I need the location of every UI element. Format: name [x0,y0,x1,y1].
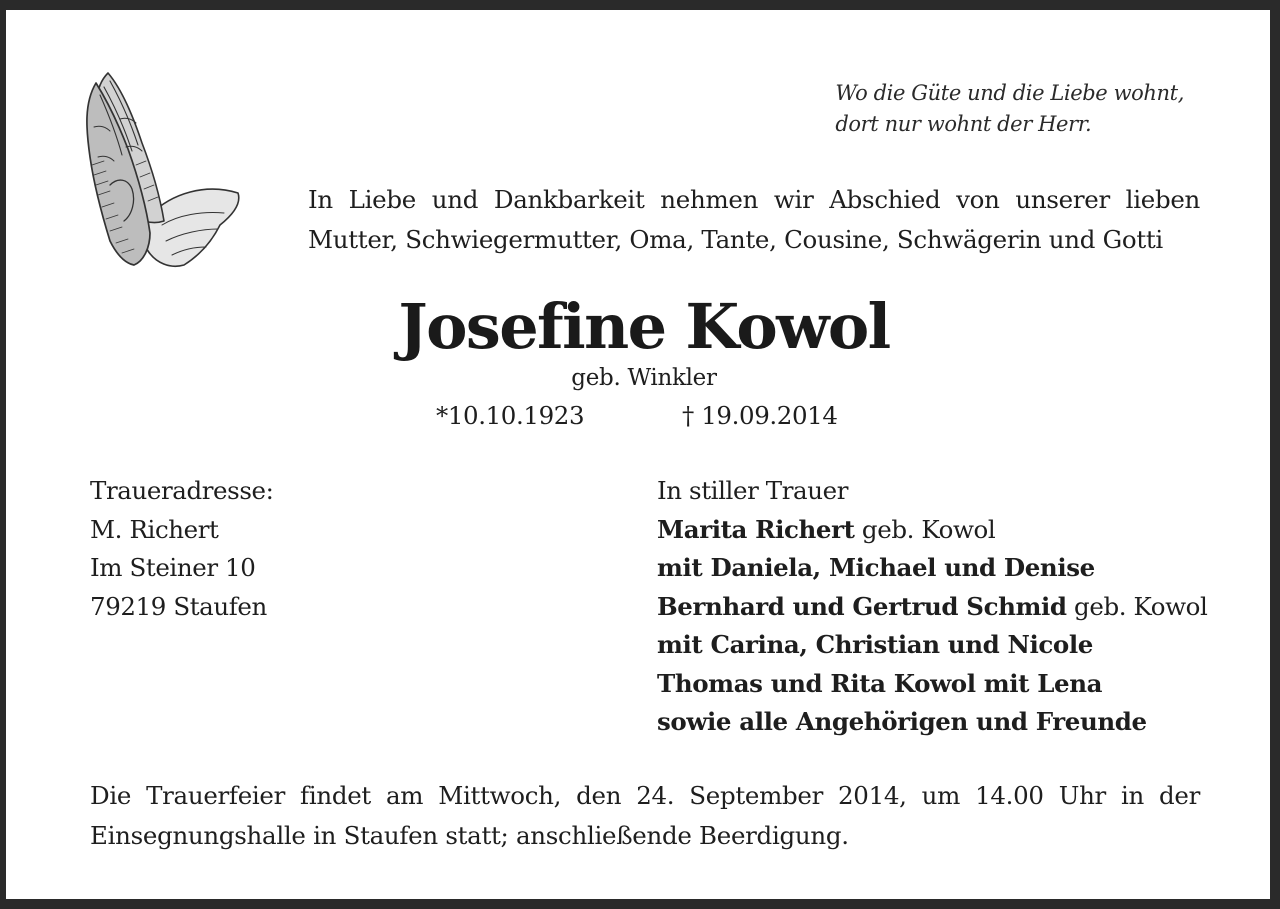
deceased-name: Josefine Kowol [398,290,890,363]
mourner-name: Thomas und Rita Kowol mit Lena [657,668,1103,698]
birth-date: *10.10.1923 [436,401,585,430]
mourner-name: Bernhard und Gertrud Schmid [657,591,1067,621]
birth-name: geb. Winkler [571,365,717,391]
mourner-row [657,549,1207,588]
mourning-address [90,472,273,626]
address-name: M. Richert [90,514,219,544]
mourner-name: Marita Richert [657,514,855,544]
motto-line-2: dort nur wohnt der Herr. [835,112,1092,136]
praying-hands-icon [80,65,248,271]
mourner-row [657,665,1207,704]
mourner-row [657,511,1207,550]
mourners-list [657,472,1207,742]
mourner-row [657,626,1207,665]
motto-quote [835,78,1184,140]
intro-line-1: In Liebe und Dankbarkeit nehmen wir Abschied von unserer lieben [308,185,1200,214]
intro-line-2: Mutter, Schwiegermutter, Oma, Tante, Cousine, Schwägerin und Gotti [308,225,1163,254]
mourner-born-name: geb. Kowol [854,514,996,544]
mourners-heading: In stiller Trauer [657,476,849,505]
address-heading: Traueradresse: [90,476,274,505]
mourner-row [657,703,1207,742]
address-street: Im Steiner 10 [90,553,256,582]
service-line-1: Die Trauerfeier findet am Mittwoch, den 24. September 2014, um 14.00 Uhr in der [90,781,1200,810]
intro-text [308,180,1200,260]
motto-line-1: Wo die Güte und die Liebe wohnt, [835,81,1184,105]
mourner-born-name: geb. Kowol [1066,591,1208,621]
mourner-name: mit Carina, Christian und Nicole [657,630,1093,659]
mourner-name: sowie alle Angehörigen und Freunde [657,707,1147,736]
service-line-2: Einsegnungshalle in Staufen statt; anschließende Beerdigung. [90,821,849,850]
mourner-name: mit Daniela, Michael und Denise [657,553,1095,582]
mourner-row [657,588,1207,627]
funeral-service-info [90,776,1200,856]
address-city: 79219 Staufen [90,591,267,621]
death-date: † 19.09.2014 [682,401,838,430]
